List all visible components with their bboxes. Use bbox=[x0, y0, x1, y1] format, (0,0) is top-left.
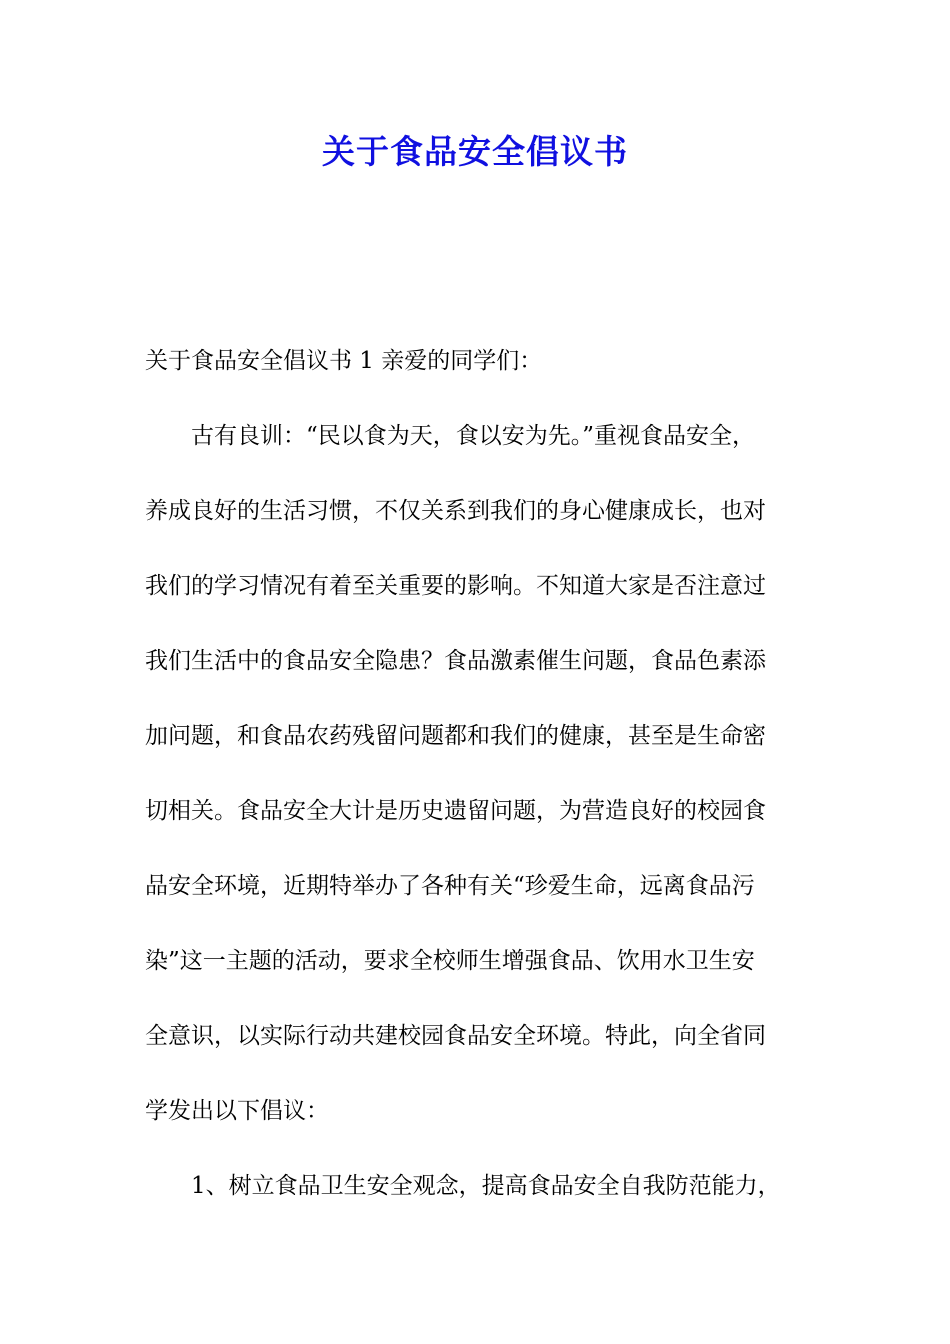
text-line: 品安全环境，近期特举办了各种有关“珍爱生命，远离食品污 bbox=[145, 873, 755, 899]
text-line: 关于食品安全倡议书 1 亲爱的同学们： bbox=[145, 348, 543, 374]
text-line: 1、树立食品卫生安全观念，提高食品安全自我防范能力， bbox=[145, 1173, 781, 1199]
text-line: 古有良训：“民以食为天，食以安为先。”重视食品安全， bbox=[145, 423, 756, 449]
text-line: 加问题，和食品农药残留问题都和我们的健康，甚至是生命密 bbox=[145, 723, 766, 749]
text-line: 养成良好的生活习惯，不仅关系到我们的身心健康成长，也对 bbox=[145, 498, 766, 524]
text-line: 学发出以下倡议： bbox=[145, 1098, 329, 1124]
text-line: 我们的学习情况有着至关重要的影响。不知道大家是否注意过 bbox=[145, 573, 766, 599]
text-line: 切相关。食品安全大计是历史遗留问题，为营造良好的校园食 bbox=[145, 798, 766, 824]
text-line: 全意识，以实际行动共建校园食品安全环境。特此，向全省同 bbox=[145, 1023, 766, 1049]
text-line: 我们生活中的食品安全隐患？食品激素催生问题，食品色素添 bbox=[145, 648, 766, 674]
document-title: 关于食品安全倡议书 bbox=[322, 132, 628, 171]
text-line: 染”这一主题的活动，要求全校师生增强食品、饮用水卫生安 bbox=[145, 948, 755, 974]
